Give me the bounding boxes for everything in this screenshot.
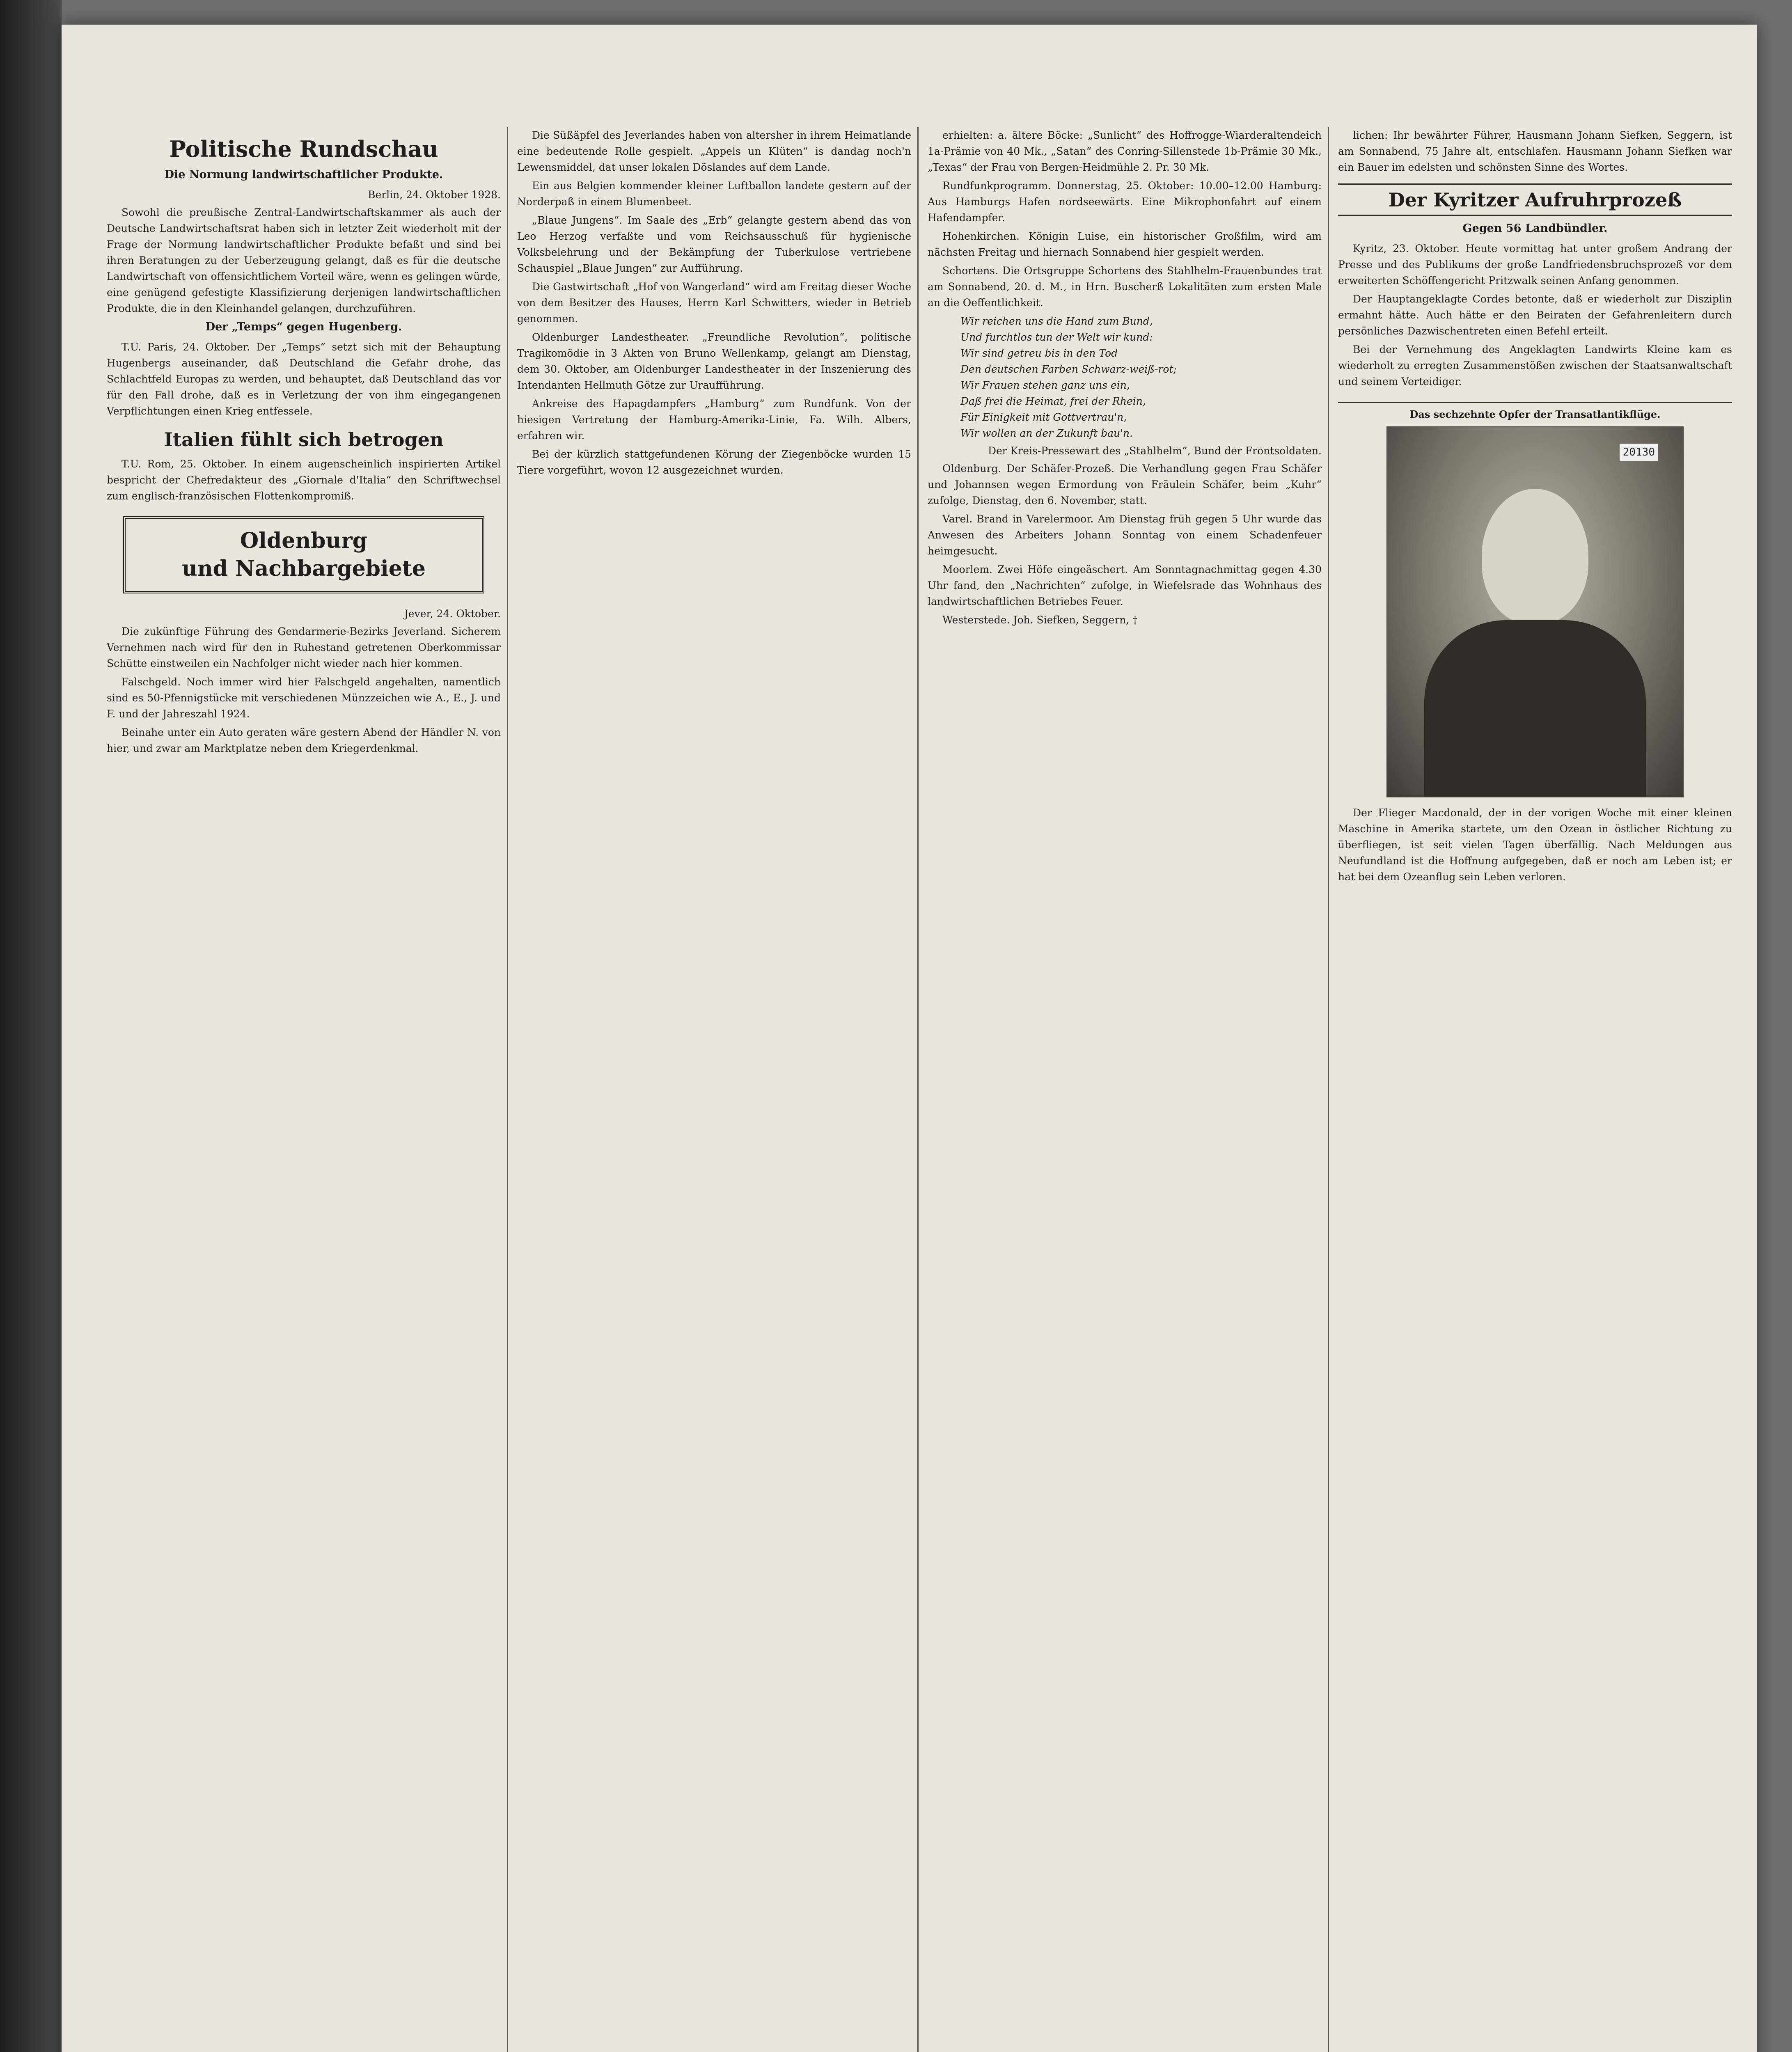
article-paragraph: Ankreise des Hapagdampfers „Hamburg“ zum Rundfunk. Von der hiesigen Vertretung der Hamburg-Amerika-Linie, Fa. Wilh. Albers, erfahren wir.	[517, 398, 911, 442]
article-paragraph: Westerstede. Joh. Siefken, Seggern, †	[942, 614, 1138, 626]
article-paragraph: Varel. Brand in Varelermoor. Am Dienstag früh gegen 5 Uhr wurde das Anwesen des Arbeiters Johann Sonntag von einem Schadenfeuer heimgesucht.	[928, 513, 1322, 557]
scanner-edge	[0, 0, 62, 2052]
article-paragraph: T.U. Paris, 24. Oktober. Der „Temps“ setzt sich mit der Behauptung Hugenbergs auseinander, daß Deutschland die Gefahr drohe, das Schlachtfeld Europas zu werden, und behauptet, daß Deutschland das vor für den Fall drohe, daß es in Verletzung der von ihm eingegangenen Verpflichtungen einen Krieg entfessele.	[107, 341, 501, 417]
article-paragraph: Hohenkirchen. Königin Luise, ein historischer Großfilm, wird am nächsten Freitag und hiernach Sonnabend hier gespielt werden.	[928, 230, 1322, 258]
article-subheading: Der „Temps“ gegen Hugenberg.	[205, 321, 402, 333]
article-paragraph: Falschgeld. Noch immer wird hier Falschgeld angehalten, namentlich sind es 50-Pfennigstücke mit verschiedenen Münzzeichen wie A., E., J. und F. und der Jahreszahl 1924.	[107, 676, 501, 720]
portrait-photo	[1386, 426, 1684, 797]
article-paragraph: „Blaue Jungens“. Im Saale des „Erb“ gelangte gestern abend das von Leo Herzog verfaßte und vom Reichsausschuß für hygienische Volksbelehrung und der Bekämpfung der Tuberkulose vertriebene Schauspiel „Blaue Jungen“ zur Aufführung.	[517, 214, 911, 274]
article-paragraph: Oldenburger Landestheater. „Freundliche Revolution“, politische Tragikomödie in 3 Akten von Bruno Wellenkamp, gelangt am Dienstag, dem 30. Oktober, am Oldenburger Landestheater in der Inszenierung des Intendanten Hellmuth Götze zur Uraufführung.	[517, 331, 911, 391]
section-heading: Politische Rundschau	[169, 136, 438, 162]
column-3	[928, 127, 1322, 2052]
newspaper-page	[62, 25, 1757, 2052]
article-paragraph: lichen: Ihr bewährter Führer, Hausmann Johann Siefken, Seggern, ist am Sonnabend, 75 Jahre alt, entschlafen. Hausmann Johann Siefken war ein Bauer im edelsten und schönsten Sinne des Wortes.	[1338, 129, 1732, 173]
dateline: Berlin, 24. Oktober 1928.	[368, 189, 501, 201]
article-paragraph: Die Gastwirtschaft „Hof von Wangerland“ wird am Freitag dieser Woche von dem Besitzer des Hauses, Herrn Karl Schwitters, wieder in Betrieb genommen.	[517, 281, 911, 325]
article-paragraph: Kyritz, 23. Oktober. Heute vormittag hat unter großem Andrang der Presse und des Publikums der große Landfriedensbruchsprozeß vor dem erweiterten Schöffengericht Pritzwalk seinen Anfang genommen.	[1338, 243, 1732, 286]
column-rule	[917, 127, 919, 2052]
poem-line: Wir Frauen stehen ganz uns ein,	[960, 379, 1130, 391]
poem-line: Wir wollen an der Zukunft bau'n.	[960, 427, 1133, 439]
portrait-face	[1482, 489, 1588, 624]
article-paragraph: Sowohl die preußische Zentral-Landwirtschaftskammer als auch der Deutsche Landwirtschaftsrat haben sich in letzter Zeit wiederholt mit der Frage der Normung landwirtschaftlicher Produkte befaßt und sind bei ihren Beratungen zu der Ueberzeugung gelangt, daß es für die deutsche Landwirtschaft von offensichtlichem Vorteil wäre, wenn es gelingen würde, eine genügend gefestigte Klassifizierung derjenigen landwirtschaftlichen Produkte, die in den Kleinhandel gelangen, durchzuführen.	[107, 206, 501, 314]
column-4	[1338, 127, 1732, 2052]
poem-line: Wir reichen uns die Hand zum Bund,	[960, 315, 1153, 327]
column-rule	[1328, 127, 1329, 2052]
section-box	[123, 516, 484, 593]
article-paragraph: Ein aus Belgien kommender kleiner Luftballon landete gestern auf der Norderpaß in einem Blumenbeet.	[517, 180, 911, 208]
dateline: Jever, 24. Oktober.	[404, 608, 501, 620]
column-1	[107, 127, 501, 2052]
article-paragraph: Beinahe unter ein Auto geraten wäre gestern Abend der Händler N. von hier, und zwar am Marktplatze neben dem Kriegerdenkmal.	[107, 726, 501, 754]
article-subheading: Gegen 56 Landbündler.	[1462, 222, 1608, 235]
photo-number-tag: 20130	[1620, 444, 1658, 461]
article-paragraph: Oldenburg. Der Schäfer-Prozeß. Die Verhandlung gegen Frau Schäfer und Johannsen wegen Ermordung von Fräulein Schäfer, beim „Kuhr“ zufolge, Dienstag, den 6. November, statt.	[928, 463, 1322, 506]
poem-line: Den deutschen Farben Schwarz-weiß-rot;	[960, 363, 1177, 375]
portrait-body	[1424, 620, 1646, 797]
poem-line: Daß frei die Heimat, frei der Rhein,	[960, 395, 1146, 407]
article-paragraph: Bei der Vernehmung des Angeklagten Landwirts Kleine kam es wiederholt zu erregten Zusammenstößen zwischen der Staatsanwaltschaft und seinem Verteidiger.	[1338, 344, 1732, 387]
article-paragraph: Moorlem. Zwei Höfe eingeäschert. Am Sonntagnachmittag gegen 4.30 Uhr fand, den „Nachrichten“ zufolge, in Wiefelsrade das Wohnhaus des landwirtschaftlichen Betriebes Feuer.	[928, 563, 1322, 607]
poem-line: Und furchtlos tun der Welt wir kund:	[960, 331, 1153, 343]
column-2	[517, 127, 911, 2052]
article-paragraph: Die zukünftige Führung des Gendarmerie-Bezirks Jeverland. Sicherem Vernehmen nach wird für den in Ruhestand getretenen Oberkommissar Schütte einstweilen ein Nachfolger nicht wieder nach hier kommen.	[107, 625, 501, 669]
article-heading: Italien fühlt sich betrogen	[164, 428, 444, 451]
poem-line: Wir sind getreu bis in den Tod	[960, 347, 1118, 359]
photo-caption: Der Flieger Macdonald, der in der vorigen Woche mit einer kleinen Maschine in Amerika startete, um den Ozean in östlicher Richtung zu überfliegen, ist seit vielen Tagen überfällig. Nach Meldungen aus Neufundland ist die Hoffnung aufgegeben, daß er noch am Leben ist; er hat bei dem Ozeanflug sein Leben verloren.	[1338, 807, 1732, 883]
photo-title: Das sechzehnte Opfer der Transatlantikflüge.	[1338, 402, 1732, 422]
article-heading: Der Kyritzer Aufruhrprozeß	[1338, 183, 1732, 216]
article-paragraph: Bei der kürzlich stattgefundenen Körung der Ziegenböcke wurden 15 Tiere vorgeführt, wovon 12 ausgezeichnet wurden.	[517, 448, 911, 476]
article-paragraph: T.U. Rom, 25. Oktober. In einem augenscheinlich inspirierten Artikel bespricht der Chefredakteur des „Giornale d'Italia“ den Schriftwechsel zum englisch-französischen Flottenkompromiß.	[107, 458, 501, 502]
column-rule	[507, 127, 508, 2052]
article-paragraph: Die Süßäpfel des Jeverlandes haben von altersher in ihrem Heimatlande eine bedeutende Rolle gespielt. „Appels un Klüten“ is dandag noch'n Lewensmiddel, dat unser lokalen Döslandes auf dem Lande.	[517, 129, 911, 173]
article-paragraph: erhielten: a. ältere Böcke: „Sunlicht“ des Hoffrogge-Wiarderaltendeich 1a-Prämie von 40 Mk., „Satan“ des Conring-Sillenstede 1b-Prämie 30 Mk., „Texas“ der Frau von Bergen-Heidmühle 2. Pr. 30 Mk.	[928, 129, 1322, 173]
poem-line: Für Einigkeit mit Gottvertrau'n,	[960, 411, 1127, 423]
article-subheading: Die Normung landwirtschaftlicher Produkte.	[164, 168, 443, 181]
article-paragraph: Rundfunkprogramm. Donnerstag, 25. Oktober: 10.00–12.00 Hamburg: Aus Hamburgs Hafen nordseewärts. Eine Mikrophonfahrt auf einem Hafendampfer.	[928, 180, 1322, 224]
article-paragraph: Der Hauptangeklagte Cordes betonte, daß er wiederholt zur Disziplin ermahnt hätte. Auch hätte er den Beiraten der Gefahrenleitern durch persönliches Dazwischentreten einen Befehl erteilt.	[1338, 293, 1732, 337]
section-box-line: und Nachbargebiete	[182, 556, 426, 581]
signature: Der Kreis-Pressewart des „Stahlhelm“, Bund der Frontsoldaten.	[988, 445, 1322, 457]
article-paragraph: Schortens. Die Ortsgruppe Schortens des Stahlhelm-Frauenbundes trat am Sonnabend, 20. d. M., in Hrn. Buscherß Lokalitäten zum ersten Male an die Oeffentlichkeit.	[928, 265, 1322, 309]
section-box-line: Oldenburg	[240, 528, 368, 553]
